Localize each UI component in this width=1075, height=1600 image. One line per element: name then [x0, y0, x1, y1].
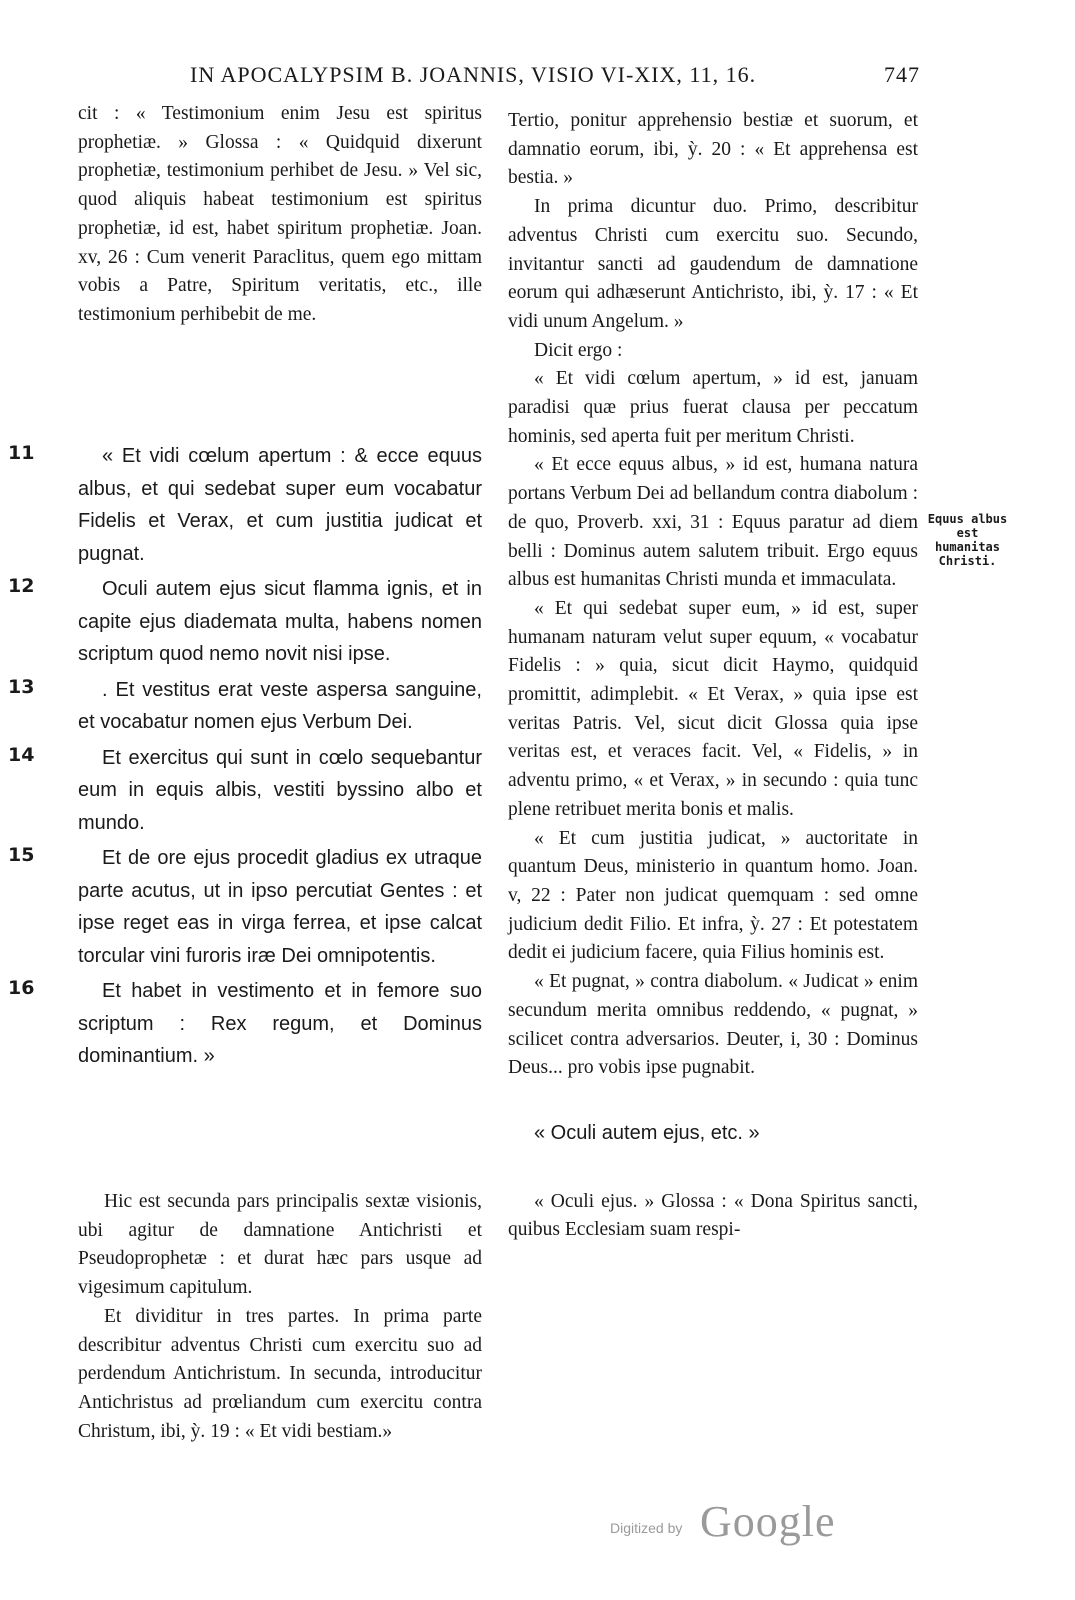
verse-text: Oculi autem ejus sicut flamma ignis, et in capite ejus diademata multa, habens nomen scriptum quod nemo novit nisi ipse.: [78, 578, 482, 665]
verse-text: Et habet in vestimento et in femore suo scriptum : Rex regum, et Dominus dominantium. »: [78, 980, 482, 1067]
verse-number: 14: [8, 743, 35, 766]
commentary-paragraph: « Et qui sedebat super eum, » id est, super humanam naturam velut super equum, « vocabatur Fidelis : » quia, sicut dicit Haymo, quidquid promittit, adimplebit. « Et Verax, » quia ipse est veritas Patris. Vel, sicut dicit Glossa quia ipse veritas est, et veraces facit. Vel, « Fidelis, » in adventu primo, « et Verax, » in secundo : quia tunc plene retribuet merita bonis et malis.: [508, 597, 918, 820]
verse-text: Et de ore ejus procedit gladius ex utraque parte acutus, ut in ipso percutiat Gentes : et ipse reget eas in virga ferrea, et ipse calcat torcular vini furoris iræ Dei omnipotentis.: [78, 847, 482, 967]
commentary-paragraph: « Oculi ejus. » Glossa : « Dona Spiritus sancti, quibus Ecclesiam suam respi-: [508, 1190, 918, 1241]
commentary-paragraph: Tertio, ponitur apprehensio bestiæ et suorum, et damnatio eorum, ibi, ỳ. 20 : « Et apprehensa est bestia. »: [508, 110, 918, 189]
verse-text: . Et vestitus erat veste aspersa sanguine, et vocabatur nomen ejus Verbum Dei.: [78, 678, 482, 733]
left-column-top: [78, 100, 482, 330]
verse-12: [0, 573, 500, 671]
verse-number: 12: [8, 575, 35, 597]
commentary-paragraph: Et dividitur in tres partes. In prima parte describitur adventus Christi cum exercitu suo ad perdendum Antichristum. In secunda, introducitur Antichristus ad prœliandum cum exercitu contra Christum, ibi, ỳ. 19 : « Et vidi bestiam.»: [78, 1305, 482, 1442]
margin-note: Equus albus est humanitas Christi.: [927, 512, 1008, 568]
verse-number: 11: [8, 442, 35, 464]
digitization-watermark: [610, 1497, 836, 1550]
left-top-paragraph: cit : « Testimonium enim Jesu est spiritus prophetiæ. » Glossa : « Quidquid dixerunt prophetiæ, testimonium perhibet de Jesu. » Vel sic, quod aliquis habeat testimonium est spiritus prophetiæ, id est, habet spiritum prophetiæ. Joan. xv, 26 : Cum venerit Paraclitus, quem ego mittam vobis a Patre, Spiritum veritatis, etc., ille testimonium perhibebit de me.: [78, 103, 482, 325]
digitized-label: Digitized by: [610, 1520, 683, 1536]
verse-number: 16: [8, 977, 35, 999]
verse-14: [0, 742, 500, 840]
page-number: 747: [884, 62, 920, 87]
commentary-paragraph: « Et cum justitia judicat, » auctoritate in quantum Deus, ministerio in quantum homo. Joan. v, 22 : Pater non judicat quemquam : sed omne judicium dedit Filio. Et infra, ỳ. 27 : Et potestatem dedit ei judicium facere, quia Filius hominis est.: [508, 827, 918, 964]
running-header: [190, 62, 920, 92]
verse-11: [0, 440, 500, 570]
header-title: IN APOCALYPSIM B. JOANNIS, VISIO VI-XIX, 11, 16.: [190, 62, 757, 87]
commentary-paragraph: « Et ecce equus albus, » id est, humana natura portans Verbum Dei ad bellandum contra diabolum : de quo, Proverb. xxi, 31 : Equus paratur ad diem belli : Dominus autem salutem tribuit. Ergo equus albus est humanitas Christi munda et immaculata.: [508, 454, 918, 591]
commentary-paragraph: Hic est secunda pars principalis sextæ visionis, ubi agitur de damnatione Antichristi et Pseudoprophetæ : et durat hæc pars usque ad vigesimum capitulum.: [78, 1191, 482, 1299]
left-column-bottom: [78, 1188, 482, 1446]
google-logo: Google: [700, 1497, 836, 1546]
commentary-paragraph: In prima dicuntur duo. Primo, describitur adventus Christi cum exercitu suo. Secundo, invitantur sancti ad gaudendum de damnatione eorum qui adhæserunt Antichristo, ibi, ỳ. 17 : « Et vidi unum Angelum. »: [508, 196, 918, 332]
verse-13: [0, 674, 500, 739]
verse-15: [0, 842, 500, 972]
verse-block: [0, 440, 500, 1076]
commentary-paragraph: « Et pugnat, » contra diabolum. « Judicat » enim secundum merita omnibus reddendo, « pugnat, » scilicet contra adversarios. Deuter, i, 30 : Dominus Deus... pro vobis ipse pugnabit.: [508, 971, 918, 1079]
verse-number: 15: [8, 844, 35, 866]
verse-number: 13: [8, 675, 35, 698]
commentary-paragraph: Dicit ergo :: [534, 339, 623, 361]
verse-16: [0, 975, 500, 1073]
verse-text: Et exercitus qui sunt in cœlo sequebantur eum in equis albis, vestiti byssino albo et mundo.: [78, 746, 482, 834]
lemma-heading: « Oculi autem ejus, etc. »: [534, 1121, 760, 1144]
verse-text: « Et vidi cœlum apertum : & ecce equus albus, et qui sedebat super eum vocabatur Fidelis et Verax, et cum justitia judicat et pugnat.: [78, 445, 482, 565]
commentary-paragraph: « Et vidi cœlum apertum, » id est, januam paradisi quæ prius fuerat clausa per peccatum hominis, sed aperta fuit per meritum Christi.: [508, 368, 918, 447]
right-column: [508, 107, 918, 1245]
